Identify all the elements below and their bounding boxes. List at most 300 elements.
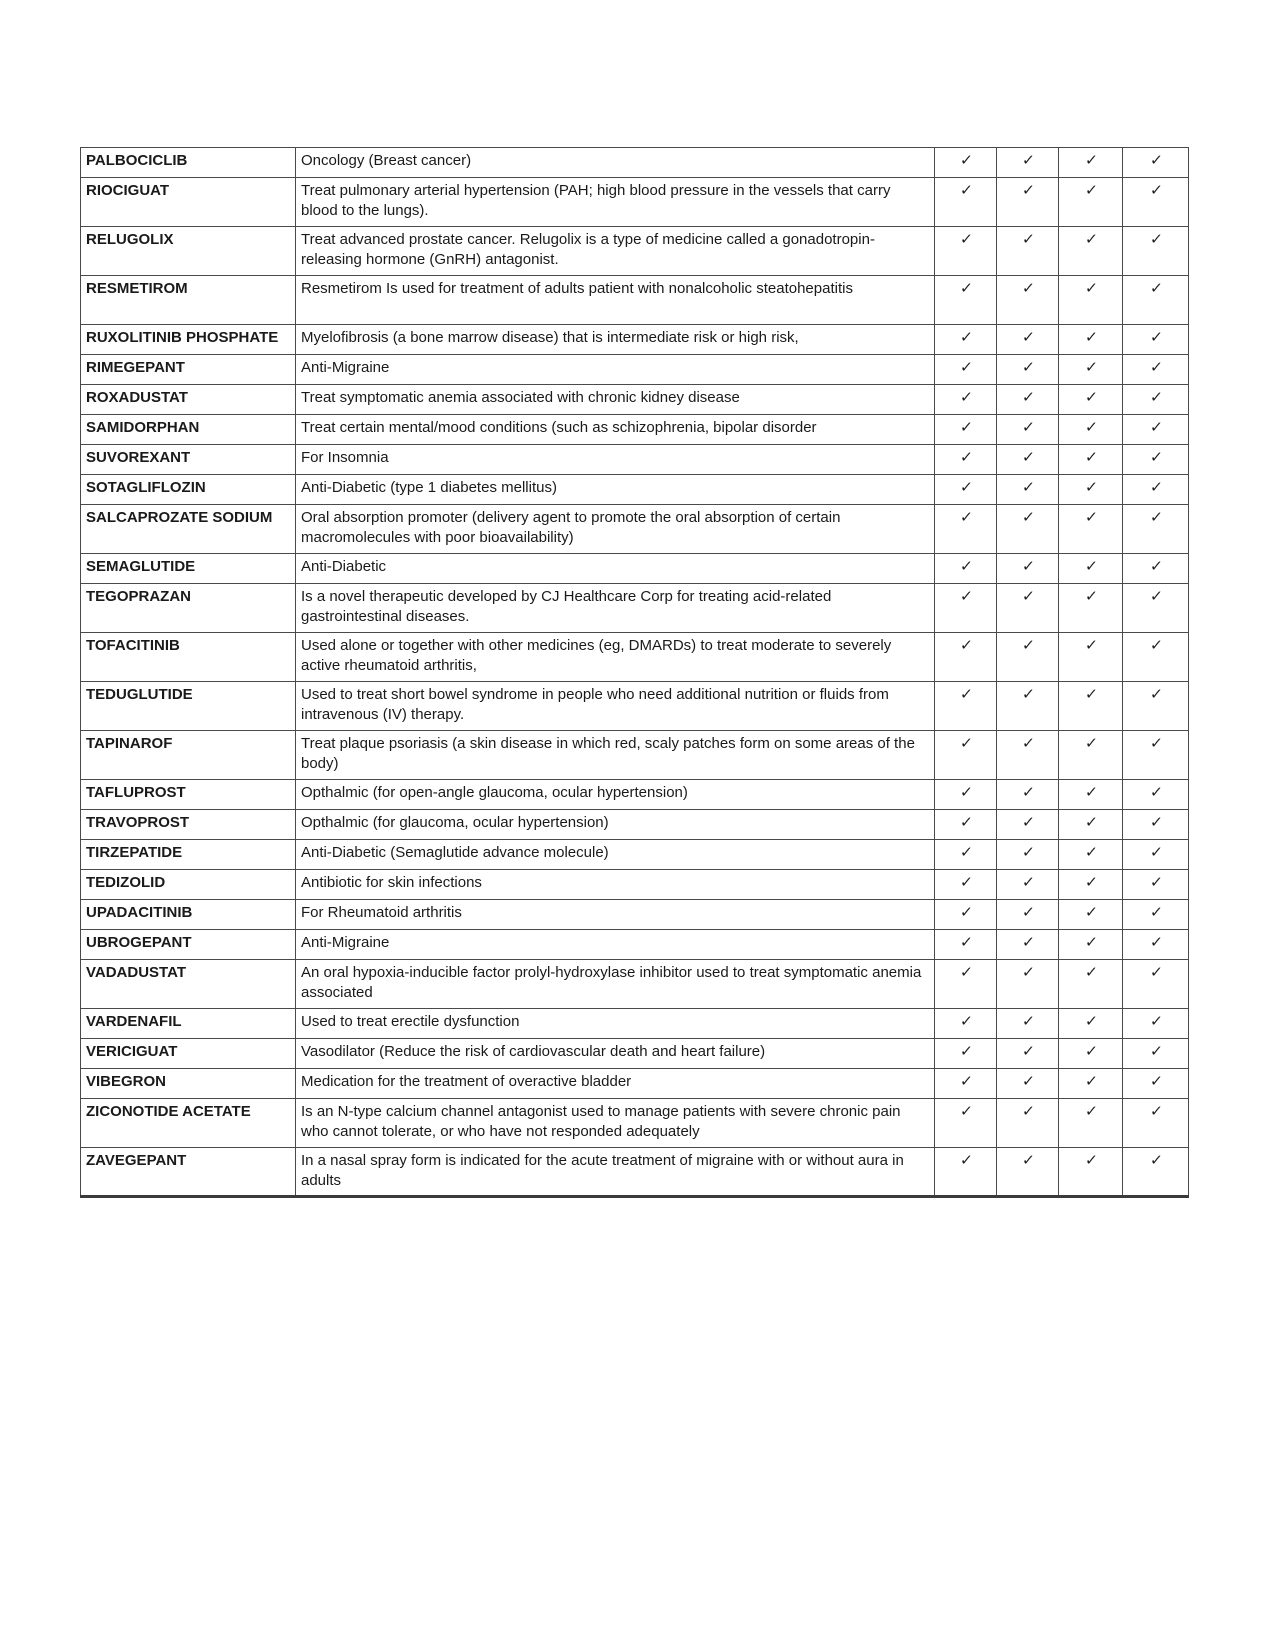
checkmark-icon: ✓ bbox=[1084, 814, 1098, 831]
drug-description-cell: Used alone or together with other medicines (eg, DMARDs) to treat moderate to severely active rheumatoid arthritis, bbox=[296, 633, 935, 682]
check-cell bbox=[1123, 355, 1189, 385]
checkmark-icon: ✓ bbox=[959, 509, 973, 526]
table-row bbox=[81, 385, 1189, 415]
check-cell bbox=[1123, 731, 1189, 780]
table-row bbox=[81, 960, 1189, 1009]
check-cell bbox=[1059, 385, 1123, 415]
check-cell bbox=[935, 584, 997, 633]
checkmark-icon: ✓ bbox=[1149, 231, 1163, 248]
drug-name-cell: TIRZEPATIDE bbox=[81, 840, 296, 870]
check-cell bbox=[997, 385, 1059, 415]
drug-name-cell: SUVOREXANT bbox=[81, 445, 296, 475]
check-cell bbox=[1123, 148, 1189, 178]
checkmark-icon: ✓ bbox=[1021, 1073, 1035, 1090]
checkmark-icon: ✓ bbox=[959, 329, 973, 346]
check-cell bbox=[1123, 930, 1189, 960]
check-cell bbox=[1059, 1009, 1123, 1039]
drug-description-cell: Myelofibrosis (a bone marrow disease) that is intermediate risk or high risk, bbox=[296, 325, 935, 355]
check-cell bbox=[1059, 505, 1123, 554]
check-cell bbox=[997, 780, 1059, 810]
check-cell bbox=[935, 930, 997, 960]
drug-name-cell: SOTAGLIFLOZIN bbox=[81, 475, 296, 505]
checkmark-icon: ✓ bbox=[1021, 844, 1035, 861]
check-cell bbox=[935, 731, 997, 780]
checkmark-icon: ✓ bbox=[959, 844, 973, 861]
check-cell bbox=[1123, 682, 1189, 731]
check-cell bbox=[1059, 960, 1123, 1009]
checkmark-icon: ✓ bbox=[1084, 1152, 1098, 1169]
checkmark-icon: ✓ bbox=[1149, 479, 1163, 496]
checkmark-icon: ✓ bbox=[1021, 449, 1035, 466]
checkmark-icon: ✓ bbox=[1021, 814, 1035, 831]
check-cell bbox=[1059, 178, 1123, 227]
check-cell bbox=[935, 178, 997, 227]
checkmark-icon: ✓ bbox=[1084, 509, 1098, 526]
check-cell bbox=[1059, 682, 1123, 731]
drug-name-cell: UPADACITINIB bbox=[81, 900, 296, 930]
check-cell bbox=[997, 584, 1059, 633]
checkmark-icon: ✓ bbox=[1021, 280, 1035, 297]
check-cell bbox=[1123, 475, 1189, 505]
checkmark-icon: ✓ bbox=[1021, 874, 1035, 891]
checkmark-icon: ✓ bbox=[959, 231, 973, 248]
checkmark-icon: ✓ bbox=[1084, 1043, 1098, 1060]
checkmark-icon: ✓ bbox=[1149, 1073, 1163, 1090]
drug-description-cell: An oral hypoxia-inducible factor prolyl-hydroxylase inhibitor used to treat symptomatic anemia associated bbox=[296, 960, 935, 1009]
checkmark-icon: ✓ bbox=[959, 964, 973, 981]
check-cell bbox=[935, 1069, 997, 1099]
checkmark-icon: ✓ bbox=[1149, 1103, 1163, 1120]
check-cell bbox=[1123, 385, 1189, 415]
drug-description-cell: In a nasal spray form is indicated for the acute treatment of migraine with or without aura in adults bbox=[296, 1148, 935, 1197]
drug-name-cell: SALCAPROZATE SODIUM bbox=[81, 505, 296, 554]
checkmark-icon: ✓ bbox=[1021, 558, 1035, 575]
checkmark-icon: ✓ bbox=[1084, 874, 1098, 891]
checkmark-icon: ✓ bbox=[1084, 449, 1098, 466]
checkmark-icon: ✓ bbox=[1149, 588, 1163, 605]
drug-name-cell: ROXADUSTAT bbox=[81, 385, 296, 415]
table-row bbox=[81, 870, 1189, 900]
checkmark-icon: ✓ bbox=[1149, 509, 1163, 526]
drug-description-cell: Medication for the treatment of overactive bladder bbox=[296, 1069, 935, 1099]
check-cell bbox=[997, 1148, 1059, 1197]
check-cell bbox=[935, 1039, 997, 1069]
check-cell bbox=[935, 780, 997, 810]
drug-name-cell: TAPINAROF bbox=[81, 731, 296, 780]
check-cell bbox=[1059, 1099, 1123, 1148]
check-cell bbox=[1059, 780, 1123, 810]
checkmark-icon: ✓ bbox=[1149, 182, 1163, 199]
drug-name-cell: VADADUSTAT bbox=[81, 960, 296, 1009]
checkmark-icon: ✓ bbox=[959, 419, 973, 436]
table-row bbox=[81, 505, 1189, 554]
check-cell bbox=[935, 355, 997, 385]
table-row bbox=[81, 1099, 1189, 1148]
table-row bbox=[81, 810, 1189, 840]
drug-description-cell: Opthalmic (for open-angle glaucoma, ocular hypertension) bbox=[296, 780, 935, 810]
checkmark-icon: ✓ bbox=[1084, 1073, 1098, 1090]
drug-description-cell: Opthalmic (for glaucoma, ocular hypertension) bbox=[296, 810, 935, 840]
drug-name-cell: VARDENAFIL bbox=[81, 1009, 296, 1039]
check-cell bbox=[997, 870, 1059, 900]
checkmark-icon: ✓ bbox=[959, 182, 973, 199]
checkmark-icon: ✓ bbox=[959, 359, 973, 376]
drug-description-cell: Treat certain mental/mood conditions (such as schizophrenia, bipolar disorder bbox=[296, 415, 935, 445]
checkmark-icon: ✓ bbox=[1021, 1043, 1035, 1060]
check-cell bbox=[935, 1148, 997, 1197]
checkmark-icon: ✓ bbox=[959, 874, 973, 891]
table-row bbox=[81, 445, 1189, 475]
drug-name-cell: TEDIZOLID bbox=[81, 870, 296, 900]
table-row bbox=[81, 178, 1189, 227]
check-cell bbox=[997, 633, 1059, 682]
check-cell bbox=[1059, 475, 1123, 505]
check-cell bbox=[997, 1069, 1059, 1099]
drug-description-cell: Anti-Migraine bbox=[296, 930, 935, 960]
check-cell bbox=[1059, 355, 1123, 385]
check-cell bbox=[935, 325, 997, 355]
drug-name-cell: PALBOCICLIB bbox=[81, 148, 296, 178]
check-cell bbox=[935, 870, 997, 900]
drug-description-cell: Anti-Migraine bbox=[296, 355, 935, 385]
check-cell bbox=[1123, 840, 1189, 870]
drug-description-cell: Oral absorption promoter (delivery agent to promote the oral absorption of certain macromolecules with poor bioavailability) bbox=[296, 505, 935, 554]
table-row bbox=[81, 731, 1189, 780]
checkmark-icon: ✓ bbox=[1021, 419, 1035, 436]
checkmark-icon: ✓ bbox=[959, 1152, 973, 1169]
check-cell bbox=[1059, 415, 1123, 445]
check-cell bbox=[935, 840, 997, 870]
table-row bbox=[81, 276, 1189, 325]
checkmark-icon: ✓ bbox=[1021, 389, 1035, 406]
checkmark-icon: ✓ bbox=[959, 588, 973, 605]
table-row bbox=[81, 148, 1189, 178]
checkmark-icon: ✓ bbox=[959, 152, 973, 169]
table-row bbox=[81, 900, 1189, 930]
check-cell bbox=[1123, 554, 1189, 584]
checkmark-icon: ✓ bbox=[959, 558, 973, 575]
check-cell bbox=[997, 505, 1059, 554]
checkmark-icon: ✓ bbox=[1084, 735, 1098, 752]
check-cell bbox=[997, 475, 1059, 505]
checkmark-icon: ✓ bbox=[959, 814, 973, 831]
check-cell bbox=[997, 178, 1059, 227]
drug-name-cell: TEGOPRAZAN bbox=[81, 584, 296, 633]
check-cell bbox=[997, 276, 1059, 325]
check-cell bbox=[935, 415, 997, 445]
check-cell bbox=[997, 415, 1059, 445]
checkmark-icon: ✓ bbox=[1021, 231, 1035, 248]
check-cell bbox=[1123, 1099, 1189, 1148]
table-row bbox=[81, 930, 1189, 960]
checkmark-icon: ✓ bbox=[1149, 964, 1163, 981]
checkmark-icon: ✓ bbox=[1021, 1013, 1035, 1030]
checkmark-icon: ✓ bbox=[1084, 231, 1098, 248]
checkmark-icon: ✓ bbox=[1084, 329, 1098, 346]
checkmark-icon: ✓ bbox=[1149, 389, 1163, 406]
checkmark-icon: ✓ bbox=[1149, 874, 1163, 891]
checkmark-icon: ✓ bbox=[1021, 588, 1035, 605]
checkmark-icon: ✓ bbox=[1084, 359, 1098, 376]
check-cell bbox=[997, 682, 1059, 731]
drug-description-cell: Anti-Diabetic bbox=[296, 554, 935, 584]
check-cell bbox=[1059, 1069, 1123, 1099]
check-cell bbox=[1123, 1069, 1189, 1099]
checkmark-icon: ✓ bbox=[1021, 329, 1035, 346]
table-row bbox=[81, 415, 1189, 445]
check-cell bbox=[997, 445, 1059, 475]
checkmark-icon: ✓ bbox=[1084, 280, 1098, 297]
check-cell bbox=[1059, 870, 1123, 900]
checkmark-icon: ✓ bbox=[959, 1043, 973, 1060]
checkmark-icon: ✓ bbox=[1021, 904, 1035, 921]
checkmark-icon: ✓ bbox=[1021, 1103, 1035, 1120]
check-cell bbox=[1059, 554, 1123, 584]
table-row bbox=[81, 227, 1189, 276]
check-cell bbox=[997, 900, 1059, 930]
checkmark-icon: ✓ bbox=[1149, 329, 1163, 346]
checkmark-icon: ✓ bbox=[1021, 964, 1035, 981]
checkmark-icon: ✓ bbox=[959, 934, 973, 951]
check-cell bbox=[1059, 1148, 1123, 1197]
table-row bbox=[81, 554, 1189, 584]
checkmark-icon: ✓ bbox=[1149, 934, 1163, 951]
drug-name-cell: RESMETIROM bbox=[81, 276, 296, 325]
checkmark-icon: ✓ bbox=[1149, 637, 1163, 654]
checkmark-icon: ✓ bbox=[1084, 1013, 1098, 1030]
checkmark-icon: ✓ bbox=[959, 449, 973, 466]
drug-name-cell: RIOCIGUAT bbox=[81, 178, 296, 227]
checkmark-icon: ✓ bbox=[959, 637, 973, 654]
checkmark-icon: ✓ bbox=[1084, 637, 1098, 654]
drug-description-cell: Treat advanced prostate cancer. Relugolix is a type of medicine called a gonadotropin-releasing hormone (GnRH) antagonist. bbox=[296, 227, 935, 276]
checkmark-icon: ✓ bbox=[1021, 686, 1035, 703]
check-cell bbox=[997, 1039, 1059, 1069]
check-cell bbox=[1059, 1039, 1123, 1069]
checkmark-icon: ✓ bbox=[959, 904, 973, 921]
checkmark-icon: ✓ bbox=[1149, 359, 1163, 376]
drug-name-cell: TEDUGLUTIDE bbox=[81, 682, 296, 731]
drug-name-cell: TAFLUPROST bbox=[81, 780, 296, 810]
check-cell bbox=[1123, 1009, 1189, 1039]
drug-description-cell: Anti-Diabetic (Semaglutide advance molecule) bbox=[296, 840, 935, 870]
checkmark-icon: ✓ bbox=[1084, 964, 1098, 981]
check-cell bbox=[1059, 148, 1123, 178]
checkmark-icon: ✓ bbox=[1149, 735, 1163, 752]
check-cell bbox=[935, 633, 997, 682]
checkmark-icon: ✓ bbox=[1084, 1103, 1098, 1120]
checkmark-icon: ✓ bbox=[1021, 735, 1035, 752]
table-row bbox=[81, 633, 1189, 682]
check-cell bbox=[997, 1009, 1059, 1039]
checkmark-icon: ✓ bbox=[1149, 1043, 1163, 1060]
check-cell bbox=[997, 227, 1059, 276]
checkmark-icon: ✓ bbox=[1084, 152, 1098, 169]
check-cell bbox=[997, 148, 1059, 178]
checkmark-icon: ✓ bbox=[1149, 844, 1163, 861]
checkmark-icon: ✓ bbox=[1084, 934, 1098, 951]
check-cell bbox=[935, 475, 997, 505]
check-cell bbox=[935, 505, 997, 554]
checkmark-icon: ✓ bbox=[1149, 686, 1163, 703]
checkmark-icon: ✓ bbox=[1084, 588, 1098, 605]
table-row bbox=[81, 1148, 1189, 1197]
checkmark-icon: ✓ bbox=[1021, 359, 1035, 376]
checkmark-icon: ✓ bbox=[1021, 637, 1035, 654]
table-row bbox=[81, 780, 1189, 810]
drug-name-cell: ZICONOTIDE ACETATE bbox=[81, 1099, 296, 1148]
table-row bbox=[81, 840, 1189, 870]
check-cell bbox=[1059, 227, 1123, 276]
checkmark-icon: ✓ bbox=[1149, 449, 1163, 466]
drug-description-cell: For Insomnia bbox=[296, 445, 935, 475]
drug-description-cell: Anti-Diabetic (type 1 diabetes mellitus) bbox=[296, 475, 935, 505]
check-cell bbox=[997, 840, 1059, 870]
checkmark-icon: ✓ bbox=[1021, 784, 1035, 801]
check-cell bbox=[1123, 960, 1189, 1009]
drug-name-cell: TOFACITINIB bbox=[81, 633, 296, 682]
drug-description-cell: Used to treat erectile dysfunction bbox=[296, 1009, 935, 1039]
check-cell bbox=[935, 1099, 997, 1148]
table-row bbox=[81, 475, 1189, 505]
check-cell bbox=[1059, 276, 1123, 325]
check-cell bbox=[1059, 633, 1123, 682]
checkmark-icon: ✓ bbox=[1149, 280, 1163, 297]
check-cell bbox=[1123, 900, 1189, 930]
checkmark-icon: ✓ bbox=[1084, 784, 1098, 801]
checkmark-icon: ✓ bbox=[1021, 934, 1035, 951]
drug-name-cell: VIBEGRON bbox=[81, 1069, 296, 1099]
check-cell bbox=[1123, 633, 1189, 682]
check-cell bbox=[935, 810, 997, 840]
checkmark-icon: ✓ bbox=[1149, 1013, 1163, 1030]
checkmark-icon: ✓ bbox=[1084, 844, 1098, 861]
drug-indication-table bbox=[80, 147, 1189, 1198]
drug-description-cell: For Rheumatoid arthritis bbox=[296, 900, 935, 930]
drug-name-cell: TRAVOPROST bbox=[81, 810, 296, 840]
check-cell bbox=[1123, 445, 1189, 475]
check-cell bbox=[935, 148, 997, 178]
check-cell bbox=[1059, 445, 1123, 475]
check-cell bbox=[997, 731, 1059, 780]
check-cell bbox=[1123, 227, 1189, 276]
check-cell bbox=[1123, 584, 1189, 633]
checkmark-icon: ✓ bbox=[1084, 182, 1098, 199]
check-cell bbox=[1123, 1039, 1189, 1069]
check-cell bbox=[1059, 930, 1123, 960]
checkmark-icon: ✓ bbox=[959, 389, 973, 406]
check-cell bbox=[1123, 1148, 1189, 1197]
checkmark-icon: ✓ bbox=[1021, 152, 1035, 169]
check-cell bbox=[997, 325, 1059, 355]
checkmark-icon: ✓ bbox=[959, 1103, 973, 1120]
check-cell bbox=[997, 355, 1059, 385]
check-cell bbox=[1123, 810, 1189, 840]
check-cell bbox=[1059, 325, 1123, 355]
check-cell bbox=[997, 1099, 1059, 1148]
check-cell bbox=[935, 682, 997, 731]
drug-name-cell: RIMEGEPANT bbox=[81, 355, 296, 385]
check-cell bbox=[935, 276, 997, 325]
check-cell bbox=[935, 554, 997, 584]
check-cell bbox=[1059, 900, 1123, 930]
check-cell bbox=[1059, 731, 1123, 780]
drug-description-cell: Is an N-type calcium channel antagonist used to manage patients with severe chronic pain who cannot tolerate, or who have not responded adequately bbox=[296, 1099, 935, 1148]
checkmark-icon: ✓ bbox=[1084, 904, 1098, 921]
checkmark-icon: ✓ bbox=[1021, 479, 1035, 496]
checkmark-icon: ✓ bbox=[1149, 558, 1163, 575]
check-cell bbox=[1059, 810, 1123, 840]
table-row bbox=[81, 325, 1189, 355]
table-row bbox=[81, 355, 1189, 385]
table-body bbox=[81, 148, 1189, 1197]
check-cell bbox=[1123, 276, 1189, 325]
check-cell bbox=[997, 930, 1059, 960]
table-row bbox=[81, 1009, 1189, 1039]
drug-description-cell: Is a novel therapeutic developed by CJ Healthcare Corp for treating acid-related gastrointestinal diseases. bbox=[296, 584, 935, 633]
checkmark-icon: ✓ bbox=[1084, 558, 1098, 575]
drug-name-cell: ZAVEGEPANT bbox=[81, 1148, 296, 1197]
check-cell bbox=[935, 960, 997, 1009]
checkmark-icon: ✓ bbox=[959, 280, 973, 297]
checkmark-icon: ✓ bbox=[1149, 152, 1163, 169]
checkmark-icon: ✓ bbox=[1149, 419, 1163, 436]
check-cell bbox=[935, 227, 997, 276]
check-cell bbox=[935, 385, 997, 415]
drug-name-cell: SAMIDORPHAN bbox=[81, 415, 296, 445]
checkmark-icon: ✓ bbox=[1149, 1152, 1163, 1169]
checkmark-icon: ✓ bbox=[1149, 784, 1163, 801]
table-row bbox=[81, 1039, 1189, 1069]
drug-description-cell: Treat pulmonary arterial hypertension (PAH; high blood pressure in the vessels that carry blood to the lungs). bbox=[296, 178, 935, 227]
drug-name-cell: VERICIGUAT bbox=[81, 1039, 296, 1069]
checkmark-icon: ✓ bbox=[1021, 182, 1035, 199]
checkmark-icon: ✓ bbox=[1149, 904, 1163, 921]
drug-description-cell: Vasodilator (Reduce the risk of cardiovascular death and heart failure) bbox=[296, 1039, 935, 1069]
check-cell bbox=[935, 445, 997, 475]
checkmark-icon: ✓ bbox=[959, 686, 973, 703]
check-cell bbox=[1059, 584, 1123, 633]
check-cell bbox=[1123, 505, 1189, 554]
checkmark-icon: ✓ bbox=[1084, 479, 1098, 496]
checkmark-icon: ✓ bbox=[1084, 419, 1098, 436]
drug-description-cell: Oncology (Breast cancer) bbox=[296, 148, 935, 178]
table-row bbox=[81, 682, 1189, 731]
checkmark-icon: ✓ bbox=[1021, 1152, 1035, 1169]
drug-description-cell: Treat symptomatic anemia associated with chronic kidney disease bbox=[296, 385, 935, 415]
drug-description-cell: Antibiotic for skin infections bbox=[296, 870, 935, 900]
table-row bbox=[81, 584, 1189, 633]
check-cell bbox=[1123, 780, 1189, 810]
check-cell bbox=[1123, 870, 1189, 900]
drug-description-cell: Resmetirom Is used for treatment of adults patient with nonalcoholic steatohepatitis bbox=[296, 276, 935, 325]
check-cell bbox=[997, 554, 1059, 584]
drug-description-cell: Used to treat short bowel syndrome in people who need additional nutrition or fluids from intravenous (IV) therapy. bbox=[296, 682, 935, 731]
checkmark-icon: ✓ bbox=[1149, 814, 1163, 831]
check-cell bbox=[1059, 840, 1123, 870]
drug-name-cell: UBROGEPANT bbox=[81, 930, 296, 960]
checkmark-icon: ✓ bbox=[1084, 389, 1098, 406]
checkmark-icon: ✓ bbox=[959, 479, 973, 496]
checkmark-icon: ✓ bbox=[959, 784, 973, 801]
check-cell bbox=[935, 1009, 997, 1039]
checkmark-icon: ✓ bbox=[959, 1013, 973, 1030]
check-cell bbox=[1123, 178, 1189, 227]
check-cell bbox=[1123, 415, 1189, 445]
checkmark-icon: ✓ bbox=[1021, 509, 1035, 526]
check-cell bbox=[1123, 325, 1189, 355]
check-cell bbox=[935, 900, 997, 930]
